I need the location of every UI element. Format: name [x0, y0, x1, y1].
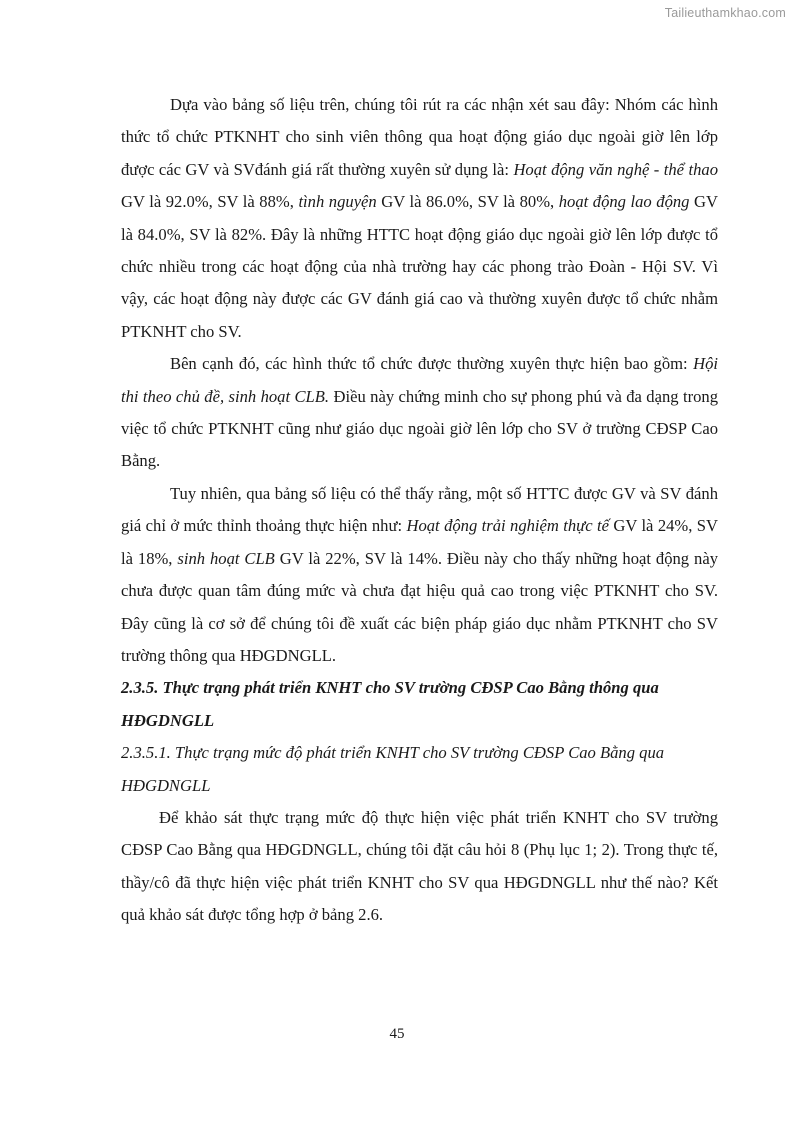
text-run: Bên cạnh đó, các hình thức tổ chức được thường xuyên thực hiện bao gồm:	[170, 354, 694, 374]
text-run: Tuy nhiên, qua bảng số liệu có thể thấy rằng, một số HTTC được GV và SV đánh giá chỉ ở mức thỉnh thoảng thực hiện như:	[121, 483, 718, 536]
text-run: Dựa vào bảng số liệu trên, chúng tôi rút ra các nhận xét sau đây: Nhóm các hình thức tổ chức PTKNHT cho sinh viên thông qua hoạt động giáo dục ngoài giờ lên lớp được các GV và SVđánh giá rất thường xuyên sử dụng là:	[121, 95, 718, 179]
page-number: 45	[389, 1026, 405, 1042]
italic-run: hoạt động lao động	[558, 192, 690, 212]
paragraph-limitations	[121, 478, 718, 672]
text-run: GV là 24%, SV là 18%,	[121, 516, 718, 568]
italic-run: Hoạt động trải nghiệm thực tế	[406, 516, 609, 536]
text-run: Điều này chứng minh cho sự phong phú và đa dạng trong việc tổ chức PTKNHT cũng như giáo dục ngoài giờ lên lớp cho SV ở trường CĐSP Cao Bằng.	[121, 386, 718, 471]
paragraph-survey: Để khảo sát thực trạng mức độ thực hiện việc phát triển KNHT cho SV trường CĐSP Cao Bằng qua HĐGDNGLL, chúng tôi đặt câu hỏi 8 (Phụ lục 1; 2). Trong thực tế, thầy/cô đã thực hiện việc phát triển KNHT cho SV qua HĐGDNGLL như thế nào? Kết quả khảo sát được tổng hợp ở bảng 2.6.	[121, 807, 718, 925]
text-run: GV là 92.0%, SV là 88%,	[121, 192, 299, 212]
paragraph-findings	[121, 89, 718, 348]
paragraph-other-forms	[121, 348, 718, 478]
text-run: GV là 22%, SV là 14%. Điều này cho thấy những hoạt động này chưa được quan tâm đúng mức và chưa đạt hiệu quả cao trong việc PTKNHT cho SV. Đây cũng là cơ sở để chúng tôi đề xuất các biện pháp giáo dục nhằm PTKNHT cho SV trường thông qua HĐGDNGLL.	[121, 548, 718, 665]
text-run: GV là 86.0%, SV là 80%,	[376, 192, 559, 212]
subsection-heading-2-3-5-1: 2.3.5.1. Thực trạng mức độ phát triển KNHT cho SV trường CĐSP Cao Bằng qua HĐGDNGLL	[121, 743, 665, 795]
section-heading-2-3-5: 2.3.5. Thực trạng phát triển KNHT cho SV trường CĐSP Cao Bằng thông qua HĐGDNGLL	[121, 678, 659, 730]
italic-run: Hội thi theo chủ đề, sinh hoạt CLB.	[121, 354, 718, 406]
italic-run: tình nguyện	[298, 192, 377, 212]
watermark: Tailieuthamkhao.com	[664, 6, 786, 20]
text-run: GV là 84.0%, SV là 82%. Đây là những HTTC hoạt động giáo dục ngoài giờ lên lớp được tổ chức nhiều trong các hoạt động của nhà trường hay các phong trào Đoàn - Hội SV. Vì vậy, các hoạt động này được các GV đánh giá cao và thường xuyên được tổ chức nhằm PTKNHT cho SV.	[121, 192, 718, 341]
italic-run: sinh hoạt CLB	[177, 548, 275, 568]
italic-run: Hoạt động văn nghệ - thể thao	[513, 159, 718, 179]
document-body	[121, 89, 718, 932]
